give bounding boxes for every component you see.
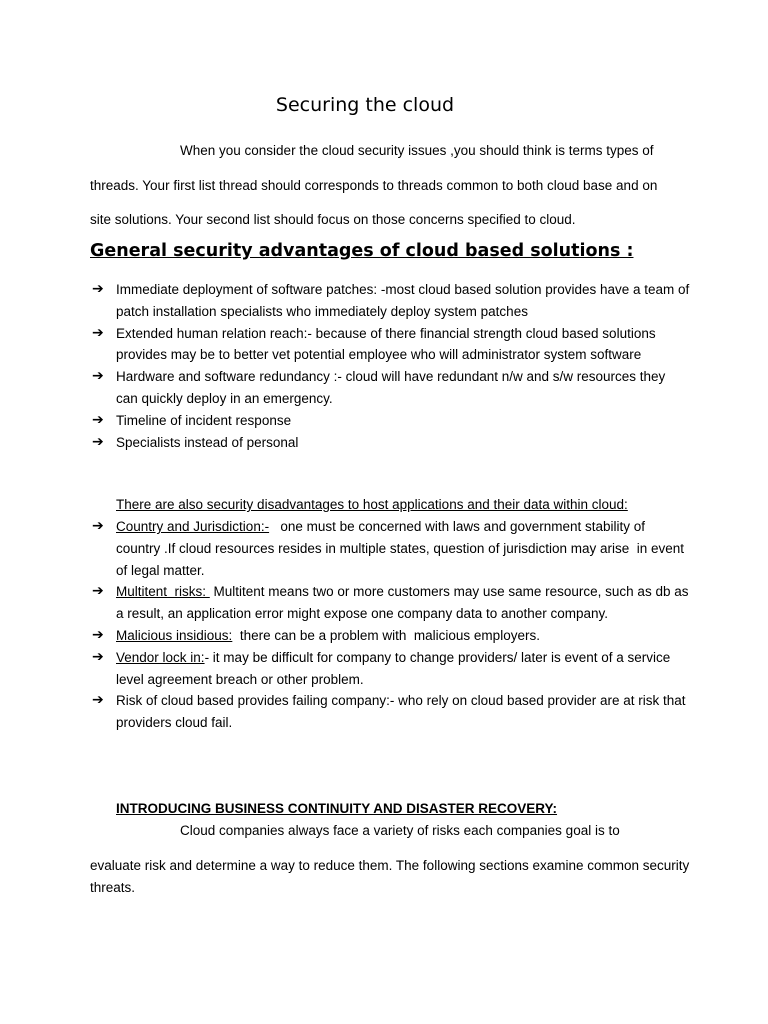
arrow-bullet-icon: ➔: [92, 626, 104, 643]
disadvantages-heading: There are also security disadvantages to host applications and their data within cloud:: [116, 497, 628, 512]
list-item: [90, 410, 690, 432]
arrow-bullet-icon: ➔: [92, 281, 104, 297]
intro-paragraph: [90, 134, 690, 238]
arrow-bullet-icon: ➔: [92, 648, 104, 665]
list-item: [90, 647, 690, 691]
arrow-bullet-icon: ➔: [92, 324, 104, 341]
arrow-bullet-icon: ➔: [92, 583, 104, 600]
intro-line-2: threads. Your first list thread should corresponds to threads common to both cloud base and on: [90, 177, 658, 193]
continuity-text-1: Cloud companies always face a variety of risks each companies goal is to: [180, 823, 620, 838]
intro-line-1: When you consider the cloud security issues ,you should think is terms types of: [180, 143, 654, 158]
list-item: [90, 581, 693, 625]
intro-line-3: site solutions. Your second list should focus on those concerns specified to cloud.: [90, 212, 576, 227]
continuity-line-1: [90, 820, 690, 842]
disadvantage-text: Risk of cloud based provides failing company:- who rely on cloud based provider are at risk that providers cloud fail.: [116, 693, 686, 731]
arrow-bullet-icon: ➔: [92, 518, 104, 534]
list-item: [90, 625, 690, 647]
advantages-heading: General security advantages of cloud based solutions :: [90, 241, 634, 261]
arrow-bullet-icon: ➔: [92, 692, 104, 709]
continuity-line-2: evaluate risk and determine a way to reduce them. The following sections examine common security threats.: [90, 858, 690, 895]
disadvantage-label: Country and Jurisdiction:-: [116, 519, 270, 534]
disadvantage-label: Malicious insidious:: [116, 627, 233, 643]
list-item: [90, 323, 690, 367]
disadvantage-text: one must be concerned with laws and government stability of country .If cloud resources resides in multiple states, question of jurisdiction may arise in event of legal matter.: [116, 519, 688, 578]
advantages-list: [90, 279, 690, 453]
continuity-heading: INTRODUCING BUSINESS CONTINUITY AND DISASTER RECOVERY:: [116, 801, 558, 816]
disadvantage-text: there can be a problem with malicious employers.: [232, 627, 540, 643]
disadvantages-list: [90, 516, 693, 734]
list-item: [90, 690, 690, 734]
disadvantage-text: Multitent means two or more customers may use same resource, such as db as a result, an application error might expose one company data to another company.: [116, 584, 693, 622]
advantage-text: Timeline of incident response: [116, 412, 292, 428]
advantage-text: Immediate deployment of software patches: -most cloud based solution provides have a team of patch installation specialists who immediately deploy system patches: [116, 282, 690, 319]
arrow-bullet-icon: ➔: [92, 411, 104, 428]
list-item: [90, 366, 690, 410]
advantage-text: Extended human relation reach:- because of there financial strength cloud based solutions provides may be to better vet potential employee who will administrator system software: [116, 325, 656, 363]
advantage-text: Hardware and software redundancy :- cloud will have redundant n/w and s/w resources they can quickly deploy in an emergency.: [116, 369, 666, 406]
page-title: Securing the cloud: [275, 94, 455, 116]
disadvantage-label: Vendor lock in:: [116, 649, 205, 665]
list-item: [90, 279, 690, 323]
arrow-bullet-icon: ➔: [92, 433, 104, 450]
arrow-bullet-icon: ➔: [92, 368, 104, 385]
advantage-text: Specialists instead of personal: [116, 434, 299, 450]
list-item: [90, 432, 690, 454]
disadvantage-label: Multitent risks:: [116, 584, 210, 600]
disadvantage-text: - it may be difficult for company to change providers/ later is event of a service level agreement breach or other problem.: [116, 649, 671, 687]
list-item: [90, 516, 690, 581]
